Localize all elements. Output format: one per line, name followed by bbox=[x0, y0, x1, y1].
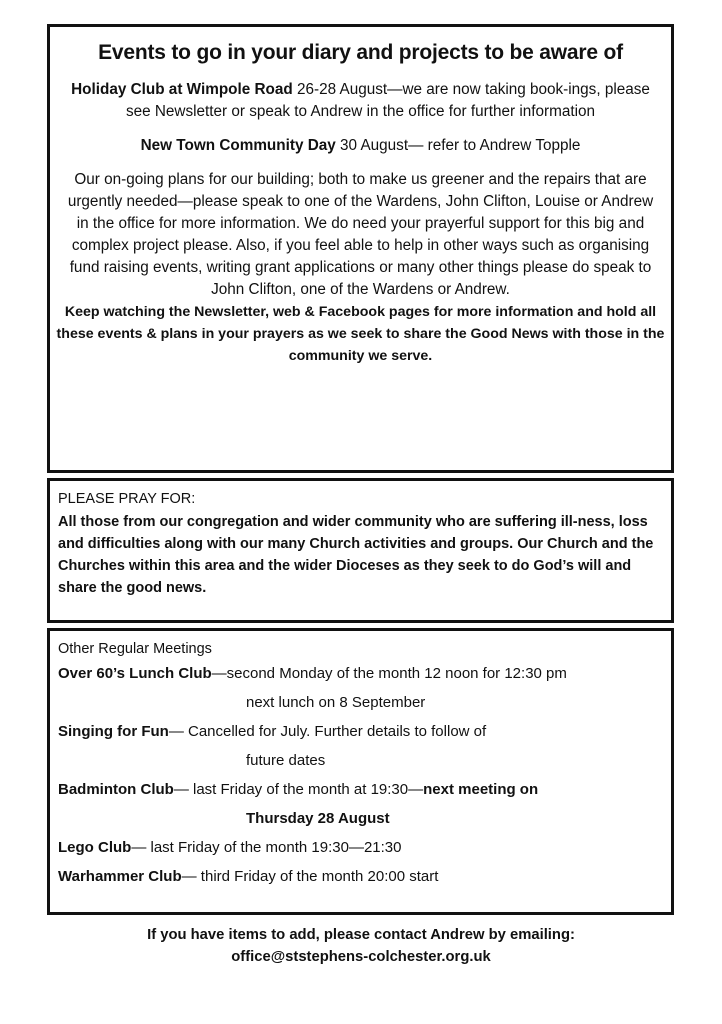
community-day-name: New Town Community Day bbox=[140, 137, 336, 154]
prayer-body: All those from our congregation and wider community who are suffering ill-ness, loss and difficulties along with our many Church activities and groups. Our Church and the Churches within this area and the wider Dioceses as they seek to do God’s will and share the good news. bbox=[58, 514, 654, 596]
holiday-club-name: Holiday Club at Wimpole Road bbox=[71, 81, 293, 98]
meeting-details: — Cancelled for July. Further details to follow of bbox=[168, 723, 487, 740]
meeting-item-lunch-club bbox=[58, 659, 671, 688]
meeting-item-warhammer bbox=[58, 862, 671, 891]
meeting-name: Lego Club bbox=[58, 839, 132, 856]
meeting-details: — last Friday of the month 19:30—21:30 bbox=[131, 839, 402, 856]
meeting-details: — third Friday of the month 20:00 start bbox=[181, 868, 439, 885]
footer-email[interactable]: office@ststephens-colchester.org.uk bbox=[231, 949, 491, 965]
holiday-club-paragraph bbox=[50, 79, 671, 123]
meeting-item-badminton bbox=[58, 775, 671, 804]
meeting-item-singing bbox=[58, 717, 671, 746]
holiday-club-details: 26-28 August—we are now taking book-ings, please see Newsletter or speak to Andrew in the office for further information bbox=[125, 81, 650, 120]
prayer-box bbox=[47, 478, 674, 623]
prayer-heading: PLEASE PRAY FOR: bbox=[58, 491, 196, 507]
meeting-continuation: future dates bbox=[246, 752, 326, 769]
meeting-name: Over 60’s Lunch Club bbox=[58, 665, 212, 682]
meeting-details: — last Friday of the month at 19:30— bbox=[173, 781, 424, 798]
meeting-details: —second Monday of the month 12 noon for 12:30 pm bbox=[211, 665, 567, 682]
meetings-box bbox=[47, 628, 674, 915]
community-day-details: 30 August— refer to Andrew Topple bbox=[335, 137, 581, 154]
meeting-next-label: next meeting on bbox=[423, 781, 539, 798]
community-day-paragraph bbox=[50, 135, 671, 157]
events-title: Events to go in your diary and projects to be aware of bbox=[98, 41, 623, 64]
meeting-name: Singing for Fun bbox=[58, 723, 169, 740]
meetings-heading: Other Regular Meetings bbox=[58, 641, 212, 657]
footer-line: If you have items to add, please contact Andrew by emailing: bbox=[147, 927, 575, 943]
meeting-item-lego bbox=[58, 833, 671, 862]
meeting-name: Badminton Club bbox=[58, 781, 174, 798]
footer-contact bbox=[0, 924, 722, 968]
meeting-name: Warhammer Club bbox=[58, 868, 182, 885]
meeting-continuation: next lunch on 8 September bbox=[246, 694, 426, 711]
events-box bbox=[47, 24, 674, 473]
meeting-continuation: Thursday 28 August bbox=[246, 810, 390, 827]
building-plans-paragraph: Our on-going plans for our building; both to make us greener and the repairs that are urgently needed—please speak to one of the Wardens, John Clifton, Louise or Andrew in the office for more information. We do need your prayerful support for this big and complex project please. Also, if you feel able to help in other ways such as organising fund raising events, writing grant applications or many other things please do speak to John Clifton, one of the Wardens or Andrew. bbox=[67, 171, 654, 298]
keep-watching-paragraph: Keep watching the Newsletter, web & Facebook pages for more information and hold all these events & plans in your prayers as we seek to share the Good News with those in the community we serve. bbox=[56, 304, 665, 364]
